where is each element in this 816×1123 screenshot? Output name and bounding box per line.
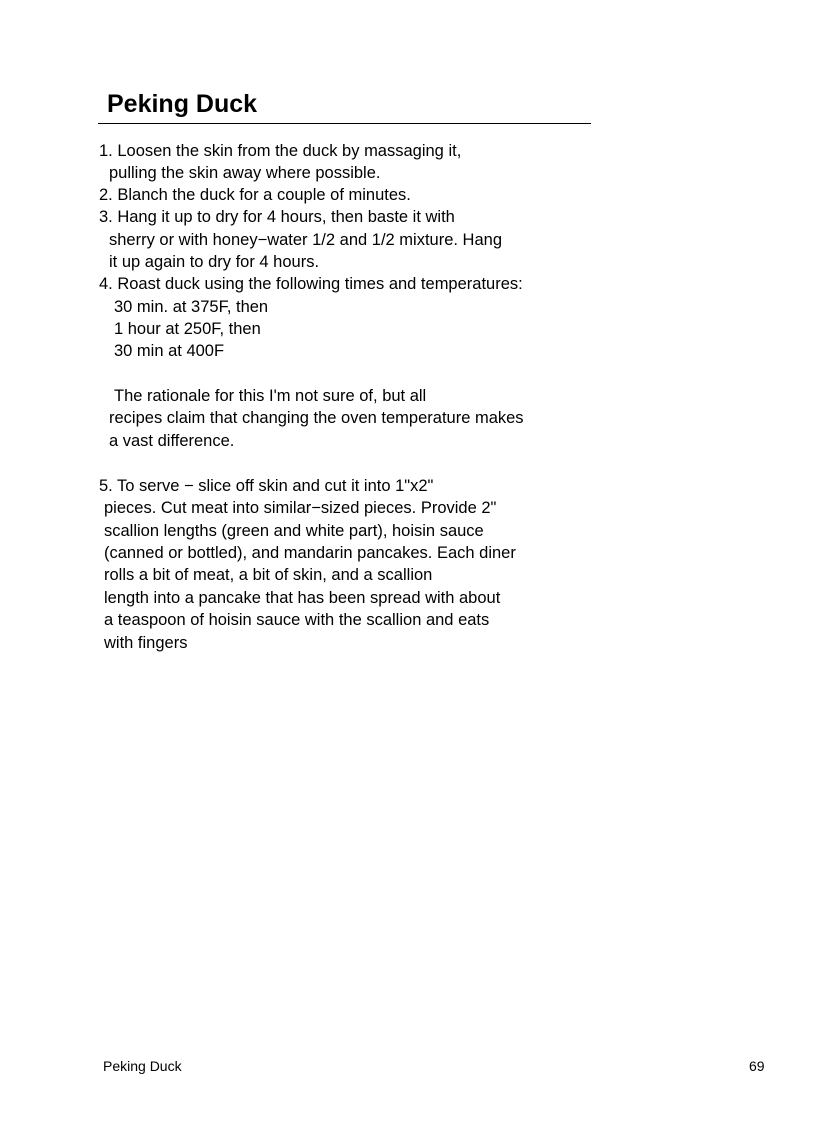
note-line-3: a vast difference.: [109, 432, 235, 450]
note-line-2: recipes claim that changing the oven temperature makes: [109, 409, 524, 427]
step-1-line-1: 1. Loosen the skin from the duck by massaging it,: [99, 142, 462, 160]
page-title: Peking Duck: [107, 90, 258, 118]
step-5-line-1: 5. To serve − slice off skin and cut it into 1"x2": [99, 477, 434, 495]
step-5-line-7: a teaspoon of hoisin sauce with the scallion and eats: [104, 611, 490, 629]
page-number: 69: [749, 1058, 765, 1074]
step-5-line-6: length into a pancake that has been spread with about: [104, 589, 501, 607]
step-2-line-1: 2. Blanch the duck for a couple of minutes.: [99, 186, 411, 204]
step-3-line-2: sherry or with honey−water 1/2 and 1/2 mixture. Hang: [109, 231, 502, 249]
footer-title: Peking Duck: [103, 1058, 182, 1074]
roast-time-2: 1 hour at 250F, then: [114, 320, 261, 338]
roast-time-3: 30 min at 400F: [114, 342, 225, 360]
step-5-line-4: (canned or bottled), and mandarin pancakes. Each diner: [104, 544, 516, 562]
step-4-line-1: 4. Roast duck using the following times and temperatures:: [99, 275, 523, 293]
roast-time-1: 30 min. at 375F, then: [114, 298, 269, 316]
step-5-line-5: rolls a bit of meat, a bit of skin, and a scallion: [104, 566, 433, 584]
step-5-line-2: pieces. Cut meat into similar−sized pieces. Provide 2": [104, 499, 497, 517]
step-3-line-1: 3. Hang it up to dry for 4 hours, then baste it with: [99, 208, 455, 226]
step-5-line-3: scallion lengths (green and white part), hoisin sauce: [104, 522, 484, 540]
step-3-line-3: it up again to dry for 4 hours.: [109, 253, 320, 271]
step-1-line-2: pulling the skin away where possible.: [109, 164, 381, 182]
title-underline: [98, 123, 591, 124]
note-line-1: The rationale for this I'm not sure of, but all: [114, 387, 427, 405]
step-5-line-8: with fingers: [104, 634, 188, 652]
